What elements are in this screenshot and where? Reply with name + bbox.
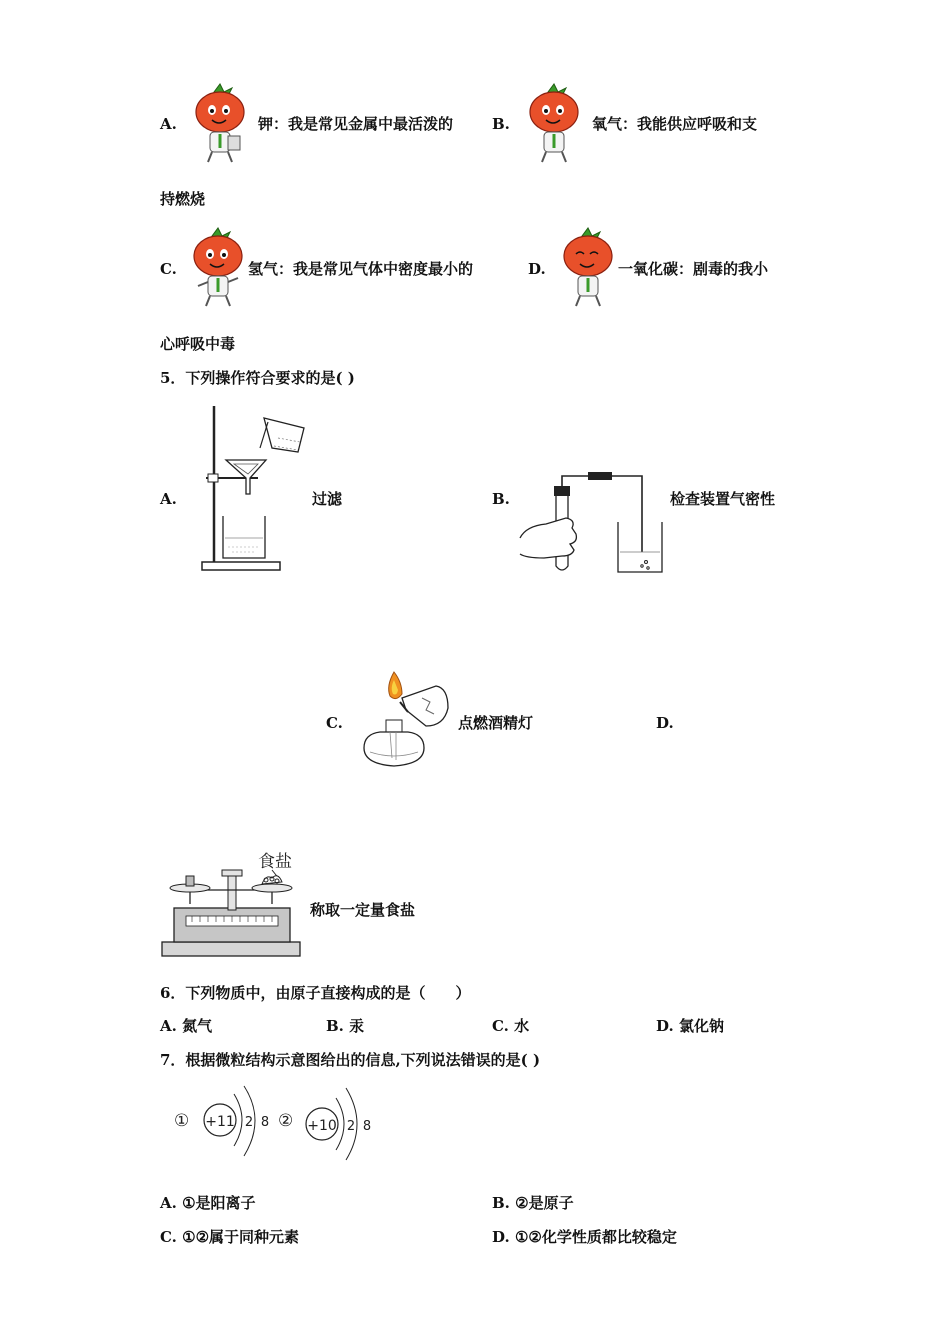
particle-two-mark: ② [278, 1111, 294, 1131]
filtration-apparatus-icon [198, 402, 310, 574]
balance-scale-icon [162, 850, 306, 962]
particle-one-shell-1: 2 [244, 1115, 254, 1130]
q5-option-c-letter: C. [326, 714, 343, 732]
q5-option-b-letter: B. [492, 490, 510, 508]
q5-option-a-letter: A. [160, 490, 177, 508]
q5-option-b-text: 检查装置气密性 [670, 490, 776, 508]
q7-option-a [160, 1193, 256, 1213]
q7-option-b [492, 1193, 574, 1213]
q6-option-d-text: 氯化钠 [678, 1017, 724, 1035]
q7-option-a-text: ①是阳离子 [182, 1194, 256, 1212]
q5-option-d-text: 称取一定量食盐 [310, 901, 416, 919]
q7-stem: 7．根据微粒结构示意图给出的信息,下列说法错误的是( ) [160, 1051, 541, 1069]
q7-option-c-letter: C. [160, 1228, 177, 1246]
q7-option-c [160, 1227, 299, 1247]
q7-option-d [492, 1227, 677, 1247]
particle-one-nucleus: +11 [205, 1114, 235, 1130]
q6-option-b [326, 1016, 364, 1036]
tomato-mascot-icon [524, 82, 584, 166]
particle-two-shell-2: 8 [362, 1119, 372, 1134]
q4-option-d-text: 一氧化碳：剧毒的我小 [618, 260, 769, 278]
alcohol-lamp-lighting-icon [356, 668, 456, 772]
q7-option-d-text: ①②化学性质都比较稳定 [514, 1228, 677, 1246]
particle-two-shell-1: 2 [346, 1119, 356, 1134]
airtightness-check-apparatus-icon [520, 466, 666, 578]
q4-option-a-letter: A. [160, 115, 177, 133]
particle-structure-diagram [170, 1082, 380, 1166]
q4-option-d-text-continued: 心呼吸中毒 [160, 335, 236, 353]
q6-option-c-text: 水 [514, 1017, 530, 1035]
q6-option-a-text: 氮气 [182, 1017, 213, 1035]
q5-option-a-text: 过滤 [312, 490, 343, 508]
particle-one-shell-2: 8 [260, 1115, 270, 1130]
q7-option-d-letter: D. [492, 1228, 510, 1246]
particle-one-mark: ① [174, 1111, 190, 1131]
q6-option-a [160, 1016, 212, 1036]
q7-option-b-text: ②是原子 [515, 1194, 574, 1212]
q4-option-c-text: 氢气：我是常见气体中密度最小的 [248, 260, 474, 278]
q6-option-a-letter: A. [160, 1017, 177, 1035]
q7-option-c-text: ①②属于同种元素 [182, 1228, 300, 1246]
q6-option-d [656, 1016, 724, 1036]
tomato-mascot-icon [558, 226, 618, 310]
particle-two-nucleus: +10 [307, 1118, 337, 1134]
q6-stem: 6．下列物质中，由原子直接构成的是（ ） [160, 984, 471, 1002]
q4-option-a-text: 钾：我是常见金属中最活泼的 [258, 115, 454, 133]
q6-option-c [492, 1016, 529, 1036]
q4-option-b-letter: B. [492, 115, 510, 133]
q6-option-b-letter: B. [326, 1017, 344, 1035]
q5-option-c-text: 点燃酒精灯 [458, 714, 534, 732]
q5-option-d-letter: D. [656, 714, 674, 732]
q6-option-c-letter: C. [492, 1017, 509, 1035]
q4-option-b-text: 氧气：我能供应呼吸和支 [592, 115, 758, 133]
q6-option-d-letter: D. [656, 1017, 674, 1035]
salt-figure-label: 食盐 [258, 852, 292, 872]
tomato-mascot-icon [190, 82, 250, 166]
q4-option-c-letter: C. [160, 260, 177, 278]
q4-option-b-text-continued: 持燃烧 [160, 190, 206, 208]
tomato-mascot-icon [188, 226, 248, 310]
q7-option-a-letter: A. [160, 1194, 177, 1212]
q7-option-b-letter: B. [492, 1194, 510, 1212]
q5-stem: 5．下列操作符合要求的是( ) [160, 369, 355, 387]
q4-option-d-letter: D. [528, 260, 546, 278]
q6-option-b-text: 汞 [349, 1017, 365, 1035]
